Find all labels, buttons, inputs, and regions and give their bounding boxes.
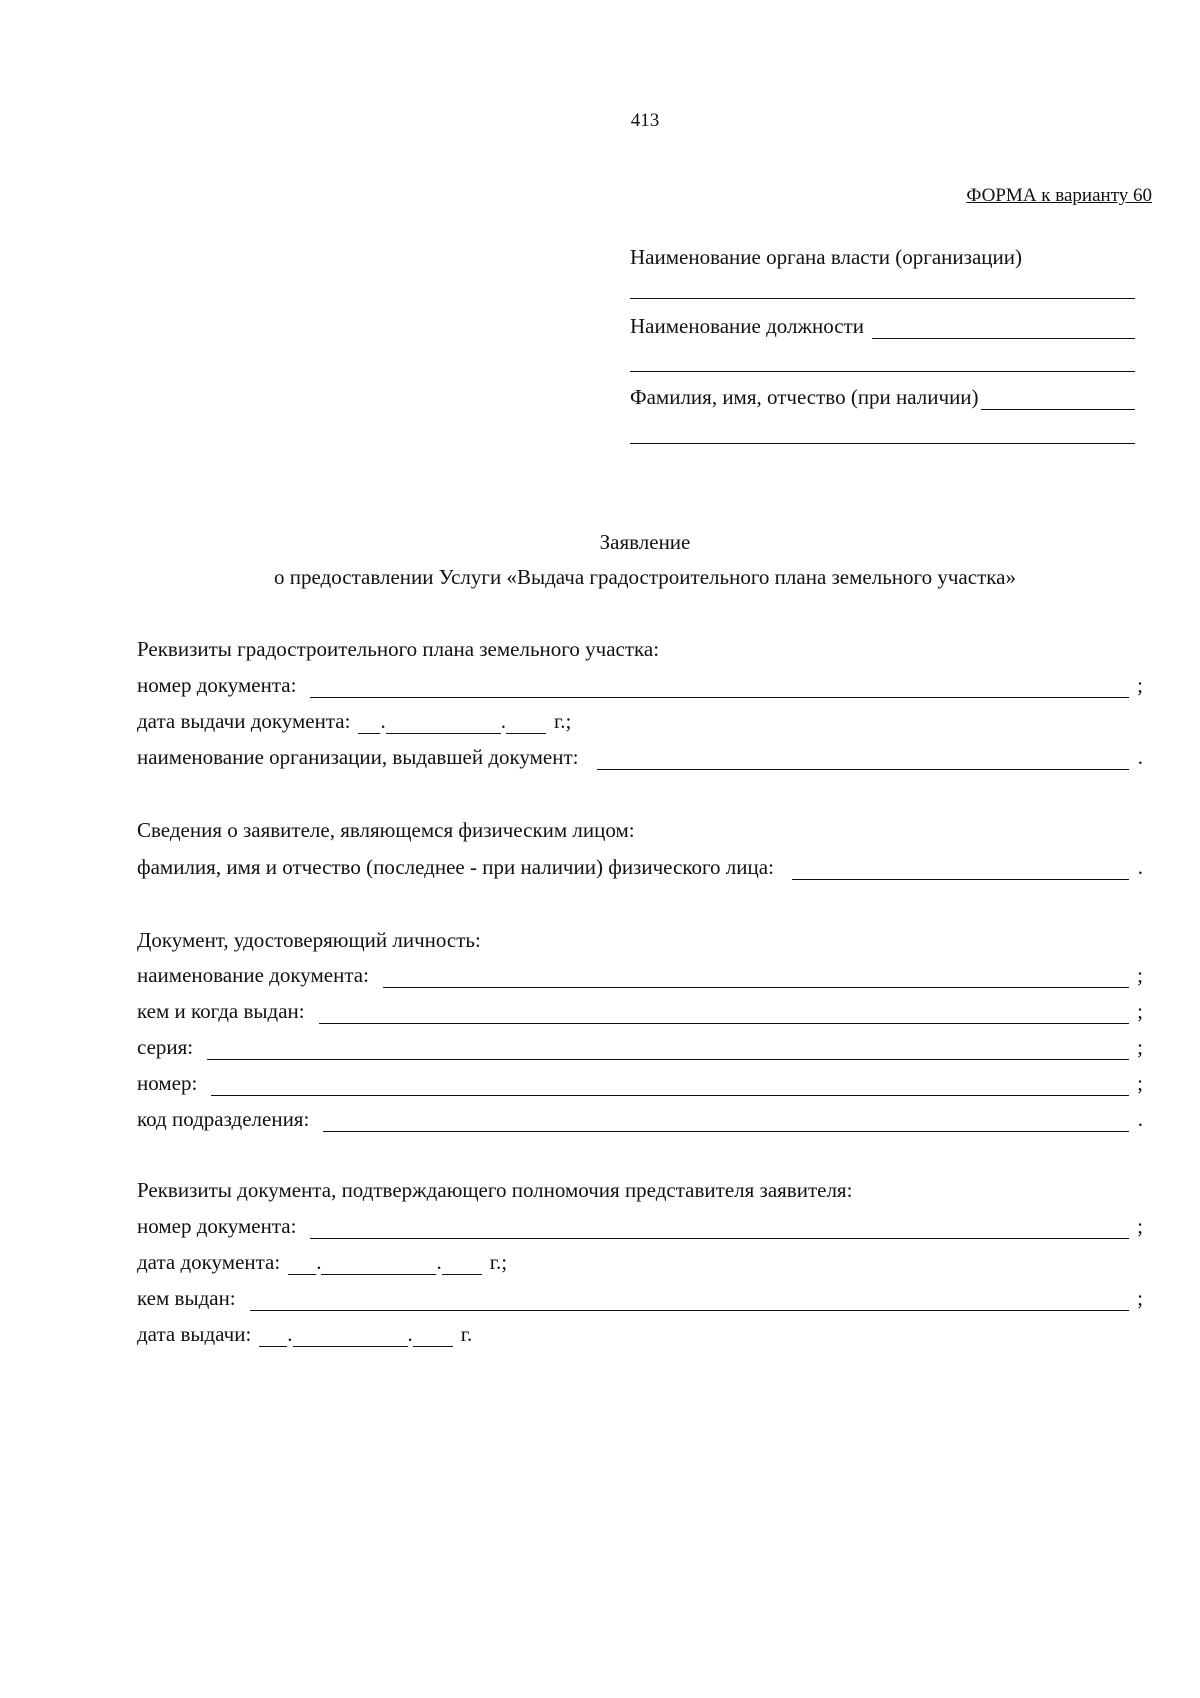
- identity-issued-row: кем и когда выдан: ;: [137, 999, 1143, 1023]
- plan-issuer-label: наименование организации, выдавшей документ:: [137, 745, 579, 769]
- header-name-line2[interactable]: [630, 443, 1135, 444]
- rep-issued-by-field[interactable]: [250, 1292, 1129, 1311]
- applicant-fio-field[interactable]: [792, 861, 1129, 880]
- header-position-field[interactable]: [872, 318, 1135, 339]
- applicant-fio-label: фамилия, имя и отчество (последнее - при наличии) физического лица:: [137, 855, 774, 879]
- plan-doc-number-row: номер документа: ;: [137, 673, 1143, 697]
- identity-series-row: серия: ;: [137, 1035, 1143, 1059]
- identity-number-row: номер: ;: [137, 1071, 1143, 1095]
- rep-doc-date-row: дата документа: . . г.;: [137, 1250, 508, 1274]
- identity-issued-field[interactable]: [319, 1005, 1129, 1024]
- header-name-label: Фамилия, имя, отчество (при наличии): [630, 385, 979, 409]
- identity-doc-name-row: наименование документа: ;: [137, 963, 1143, 987]
- rep-doc-number-row: номер документа: ;: [137, 1214, 1143, 1238]
- rep-issue-day-field[interactable]: [259, 1328, 287, 1347]
- applicant-fio-row: фамилия, имя и отчество (последнее - при наличии) физического лица: .: [137, 855, 1143, 879]
- section-identity-heading: Документ, удостоверяющий личность:: [137, 928, 481, 952]
- document-title: Заявление: [599, 530, 691, 554]
- rep-issued-by-label: кем выдан:: [137, 1286, 236, 1310]
- rep-issue-date-row: дата выдачи: . . г.: [137, 1322, 473, 1346]
- identity-number-field[interactable]: [211, 1077, 1129, 1096]
- header-authority-label: Наименование органа власти (организации): [630, 245, 1022, 269]
- identity-series-label: серия:: [137, 1035, 194, 1059]
- header-name-field[interactable]: [981, 389, 1135, 410]
- identity-doc-name-label: наименование документа:: [137, 963, 369, 987]
- form-reference: ФОРМА к варианту 60: [966, 185, 1152, 206]
- page-number: 413: [630, 110, 660, 131]
- identity-doc-name-field[interactable]: [383, 969, 1129, 988]
- identity-division-field[interactable]: [323, 1113, 1129, 1132]
- rep-issued-by-row: кем выдан: ;: [137, 1286, 1143, 1310]
- identity-issued-label: кем и когда выдан:: [137, 999, 305, 1023]
- header-authority-line[interactable]: [630, 298, 1135, 299]
- plan-issue-year-field[interactable]: [506, 715, 546, 734]
- plan-issuer-field[interactable]: [597, 751, 1130, 770]
- plan-issue-date-label: дата выдачи документа:: [137, 709, 351, 733]
- rep-doc-day-field[interactable]: [288, 1256, 316, 1275]
- identity-division-label: код подразделения:: [137, 1107, 310, 1131]
- section-plan-heading: Реквизиты градостроительного плана земельного участка:: [137, 637, 660, 661]
- rep-doc-date-label: дата документа:: [137, 1250, 281, 1274]
- plan-doc-number-label: номер документа:: [137, 673, 297, 697]
- rep-issue-year-field[interactable]: [413, 1328, 453, 1347]
- header-position-line2[interactable]: [630, 371, 1135, 372]
- section-rep-heading: Реквизиты документа, подтверждающего полномочия представителя заявителя:: [137, 1178, 853, 1202]
- plan-issue-month-field[interactable]: [386, 715, 501, 734]
- header-name-row: [630, 385, 1135, 410]
- identity-series-field[interactable]: [207, 1041, 1129, 1060]
- identity-number-label: номер:: [137, 1071, 198, 1095]
- header-position-row: [630, 314, 1135, 339]
- rep-doc-number-field[interactable]: [310, 1220, 1129, 1239]
- plan-issue-day-field[interactable]: [358, 715, 380, 734]
- plan-issue-date-row: дата выдачи документа: . . г.;: [137, 709, 572, 733]
- rep-doc-month-field[interactable]: [321, 1256, 436, 1275]
- rep-doc-year-field[interactable]: [442, 1256, 482, 1275]
- document-subtitle: о предоставлении Услуги «Выдача градостроительного плана земельного участка»: [274, 565, 1016, 589]
- rep-doc-number-label: номер документа:: [137, 1214, 297, 1238]
- section-applicant-heading: Сведения о заявителе, являющемся физическим лицом:: [137, 818, 635, 842]
- rep-issue-month-field[interactable]: [293, 1328, 408, 1347]
- header-position-label: Наименование должности: [630, 314, 864, 338]
- plan-issuer-row: наименование организации, выдавшей документ: .: [137, 745, 1143, 769]
- plan-doc-number-field[interactable]: [310, 679, 1129, 698]
- identity-division-row: код подразделения: .: [137, 1107, 1143, 1131]
- rep-issue-date-label: дата выдачи:: [137, 1322, 252, 1346]
